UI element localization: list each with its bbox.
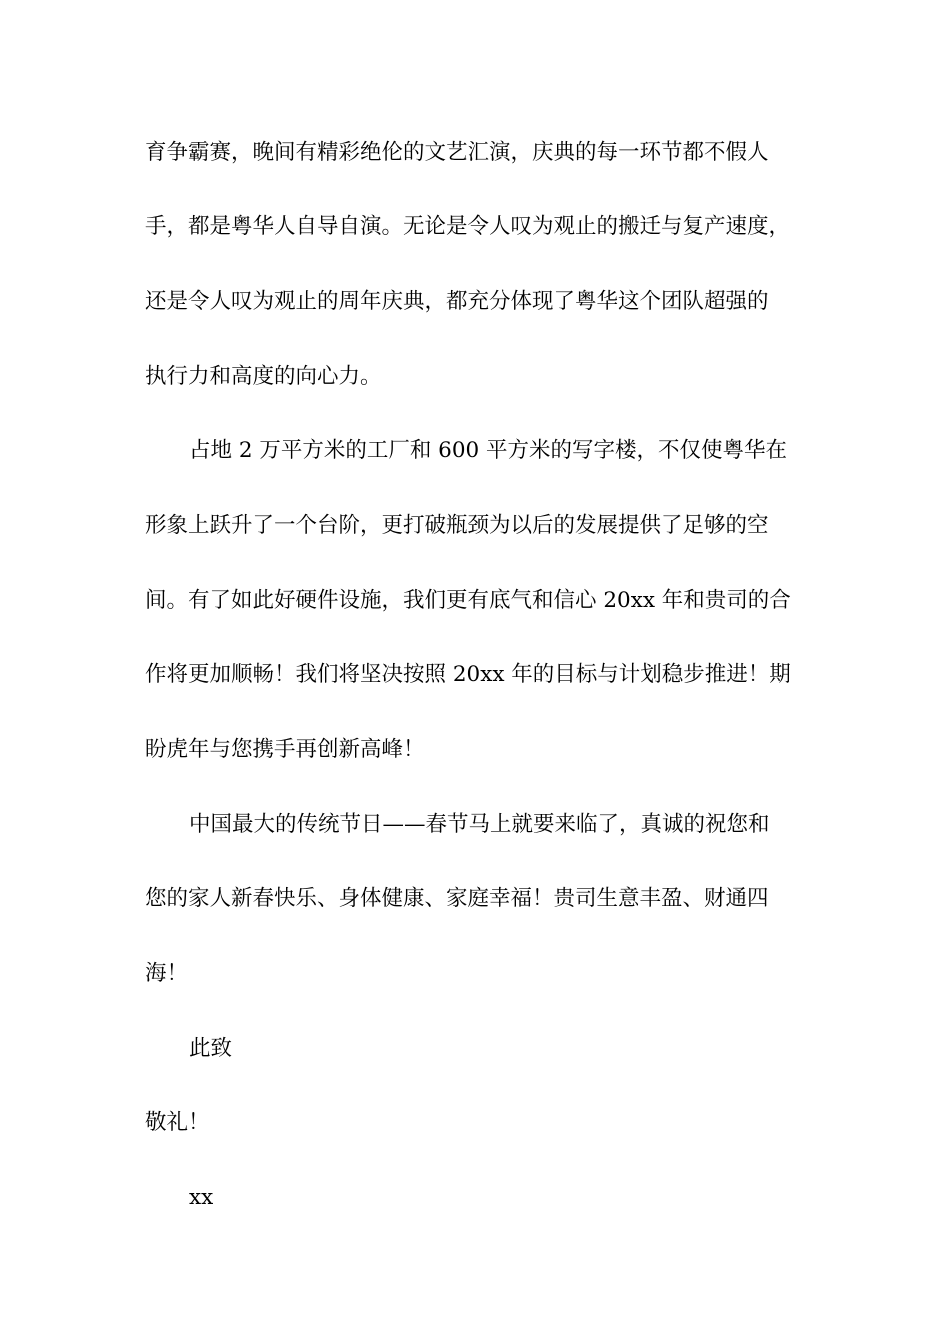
text-line: 占地 2 万平方米的工厂和 600 平方米的写字楼，不仅使粤华在 [189, 438, 788, 463]
text-line: 形象上跃升了一个台阶，更打破瓶颈为以后的发展提供了足够的空 [145, 513, 769, 538]
closing-regards: 敬礼！ [145, 1110, 210, 1135]
text-line: 您的家人新春快乐、身体健康、家庭幸福！贵司生意丰盈、财通四 [145, 886, 769, 911]
closing-salutation: 此致 [189, 1036, 233, 1061]
text-line: 作将更加顺畅！我们将坚决按照 20xx 年的目标与计划稳步推进！期 [145, 662, 791, 687]
text-line: 间。有了如此好硬件设施，我们更有底气和信心 20xx 年和贵司的合 [145, 588, 791, 613]
signature: xx [189, 1185, 214, 1210]
text-line: 海！ [145, 961, 189, 986]
text-line: 中国最大的传统节日——春节马上就要来临了，真诚的祝您和 [189, 812, 770, 837]
text-line: 育争霸赛，晚间有精彩绝伦的文艺汇演，庆典的每一环节都不假人 [145, 140, 769, 165]
text-line: 手，都是粤华人自导自演。无论是令人叹为观止的搬迁与复产速度， [145, 214, 791, 239]
text-line: 盼虎年与您携手再创新高峰！ [145, 737, 425, 762]
text-line: 还是令人叹为观止的周年庆典，都充分体现了粤华这个团队超强的 [145, 289, 769, 314]
text-line: 执行力和高度的向心力。 [145, 364, 382, 389]
